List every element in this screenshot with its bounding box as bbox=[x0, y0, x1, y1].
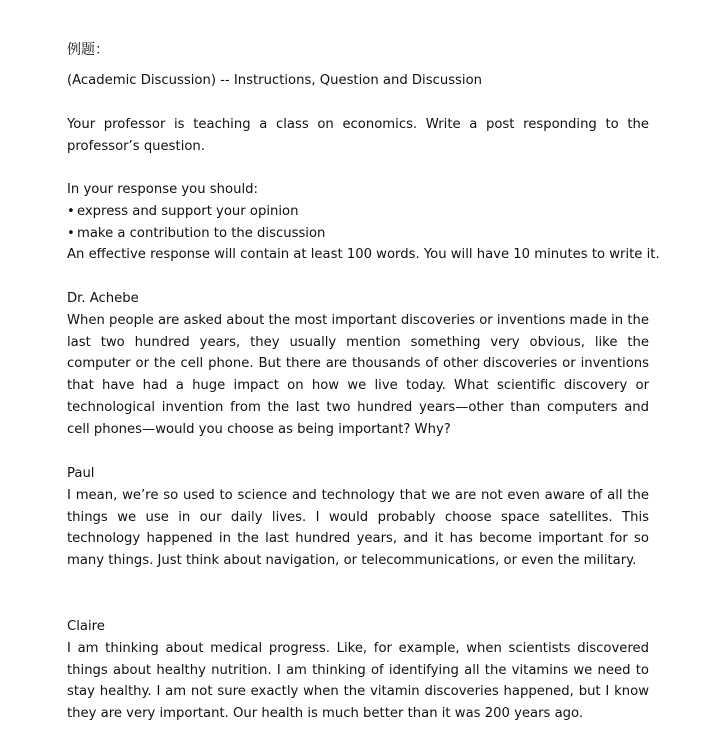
response-bullet-list bbox=[67, 201, 325, 245]
speaker-name: Dr. Achebe bbox=[67, 291, 139, 306]
bullet-item bbox=[67, 201, 325, 223]
post-text: I am thinking about medical progress. Like, for example, when scientists discovered things about healthy nutrition. I am thinking of identifying all the vitamins we need to stay healthy. I am not sure exactly when the vitamin discoveries happened, but I know they are very important. Our health is much better than it was 200 years ago. bbox=[67, 640, 649, 722]
task-subtitle: (Academic Discussion) -- Instructions, Question and Discussion bbox=[67, 73, 483, 88]
discussion-post-professor bbox=[67, 288, 649, 441]
discussion-post-student bbox=[67, 616, 649, 725]
effective-response-note: An effective response will contain at least 100 words. You will have 10 minutes to write it. bbox=[67, 247, 660, 262]
bullet-text: make a contribution to the discussion bbox=[77, 225, 326, 241]
bullet-text: express and support your opinion bbox=[77, 204, 299, 219]
speaker-name: Claire bbox=[67, 619, 105, 634]
task-intro: Your professor is teaching a class on economics. Write a post responding to the professor’s question. bbox=[67, 117, 649, 154]
post-text: When people are asked about the most important discoveries or inventions made in the last two hundred years, they usually mention something very obvious, like the computer or the cell phone. But there are thousands of other discoveries or inventions that have had a huge impact on how we live today. What scientific discovery or technological invention from the last two hundred years—other than computers and cell phones—would you choose as being important? Why? bbox=[67, 312, 650, 437]
speaker-name: Paul bbox=[67, 466, 95, 481]
example-heading: 例题： bbox=[67, 42, 109, 58]
bullet-glyph: • bbox=[67, 225, 75, 241]
bullet-glyph: • bbox=[67, 204, 75, 219]
discussion-post-student bbox=[67, 463, 649, 572]
bullet-item bbox=[67, 223, 325, 245]
response-intro: In your response you should: bbox=[67, 182, 258, 197]
post-text: I mean, we’re so used to science and technology that we are not even aware of all the things we use in our daily lives. I would probably choose space satellites. This technology happened in the last hundred years, and it has become important for so many things. Just think about navigation, or telecommunications, or even the military. bbox=[67, 487, 649, 569]
